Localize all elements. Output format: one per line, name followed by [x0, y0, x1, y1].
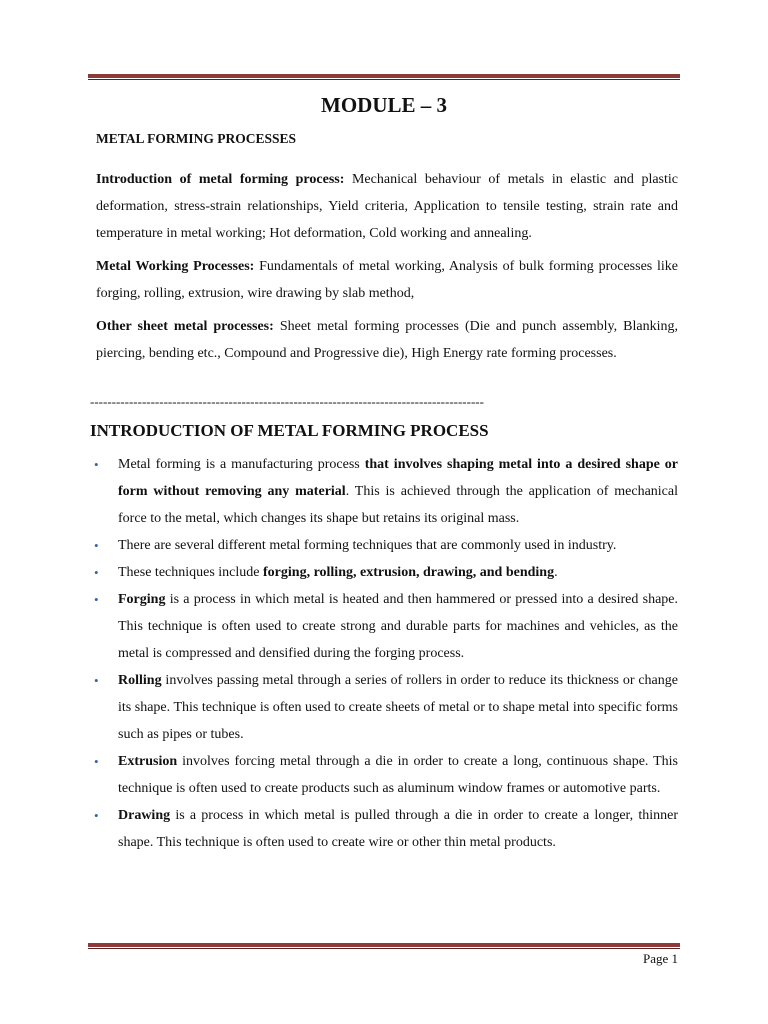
list-item-bold: Forging [118, 592, 166, 607]
syllabus-block [96, 128, 678, 373]
list-item-text: There are several different metal forming techniques that are commonly used in industry. [118, 538, 617, 553]
syllabus-label: Other sheet metal processes: [96, 319, 274, 334]
page-number: Page 1 [642, 951, 678, 966]
section-heading: INTRODUCTION OF METAL FORMING PROCESS [90, 421, 489, 440]
list-item-text: . This is achieved through the application of mechanical force to the metal, which changes its shape but retains its original mass. [118, 484, 678, 526]
list-item [90, 532, 678, 559]
list-item-bold: forging, rolling, extrusion, drawing, and bending [263, 565, 555, 580]
list-item-text: . [554, 565, 558, 580]
list-item-text: involves passing metal through a series of rollers in order to reduce its thickness or change its shape. This technique is often used to create sheets of metal or to shape metal into specific forms such as pipes or tubes. [118, 673, 678, 742]
syllabus-label: Metal Working Processes: [96, 259, 255, 274]
footer-rule [88, 943, 680, 949]
list-item [90, 559, 678, 586]
list-item [90, 451, 678, 532]
bullet-icon: • [94, 592, 99, 607]
dashed-separator: ------------------------------------------------------------------------------------------- [90, 394, 484, 409]
header-rule [88, 74, 680, 80]
syllabus-text: Sheet metal forming processes (Die and punch assembly, Blanking, piercing, bending etc., Compound and Progressive die), High Energy rate forming processes. [96, 319, 678, 361]
list-item-text: These techniques include [118, 565, 264, 580]
bullet-list [90, 451, 678, 856]
bullet-icon: • [94, 808, 99, 823]
syllabus-paragraph [96, 166, 678, 247]
list-item [90, 586, 678, 667]
list-item-text: is a process in which metal is pulled through a die in order to create a longer, thinner shape. This technique is often used to create wire or other thin metal products. [118, 808, 678, 850]
bullet-icon: • [94, 457, 99, 472]
bullet-icon: • [94, 538, 99, 553]
list-item-text: involves forcing metal through a die in order to create a long, continuous shape. This technique is often used to create products such as aluminum window frames or automotive parts. [118, 754, 678, 796]
list-item [90, 748, 678, 802]
list-item [90, 802, 678, 856]
syllabus-paragraph [96, 313, 678, 367]
list-item-bold: Extrusion [118, 754, 178, 769]
bullet-icon: • [94, 565, 99, 580]
list-item-bold: Rolling [118, 673, 162, 688]
syllabus-text: Fundamentals of metal working, Analysis of bulk forming processes like forging, rolling, extrusion, wire drawing by slab method, [96, 259, 678, 301]
bullet-icon: • [94, 673, 99, 688]
list-item [90, 667, 678, 748]
list-item-text: is a process in which metal is heated and then hammered or pressed into a desired shape. This technique is often used to create strong and durable parts for machines and vehicles, as the metal is compressed and densified during the forging process. [118, 592, 678, 661]
bullet-icon: • [94, 754, 99, 769]
syllabus-paragraph [96, 253, 678, 307]
syllabus-label: Introduction of metal forming process: [96, 172, 345, 187]
list-item-bold: that involves shaping metal into a desired shape or form without removing any material [118, 457, 679, 499]
syllabus-subtitle: METAL FORMING PROCESSES [96, 131, 297, 146]
list-item-bold: Drawing [118, 808, 171, 823]
module-title: MODULE – 3 [321, 93, 447, 117]
list-item-text: Metal forming is a manufacturing process [118, 457, 365, 472]
syllabus-text: Mechanical behaviour of metals in elastic and plastic deformation, stress-strain relationships, Yield criteria, Application to tensile testing, strain rate and temperature in metal working; Hot deformation, Cold working and annealing. [96, 172, 678, 241]
